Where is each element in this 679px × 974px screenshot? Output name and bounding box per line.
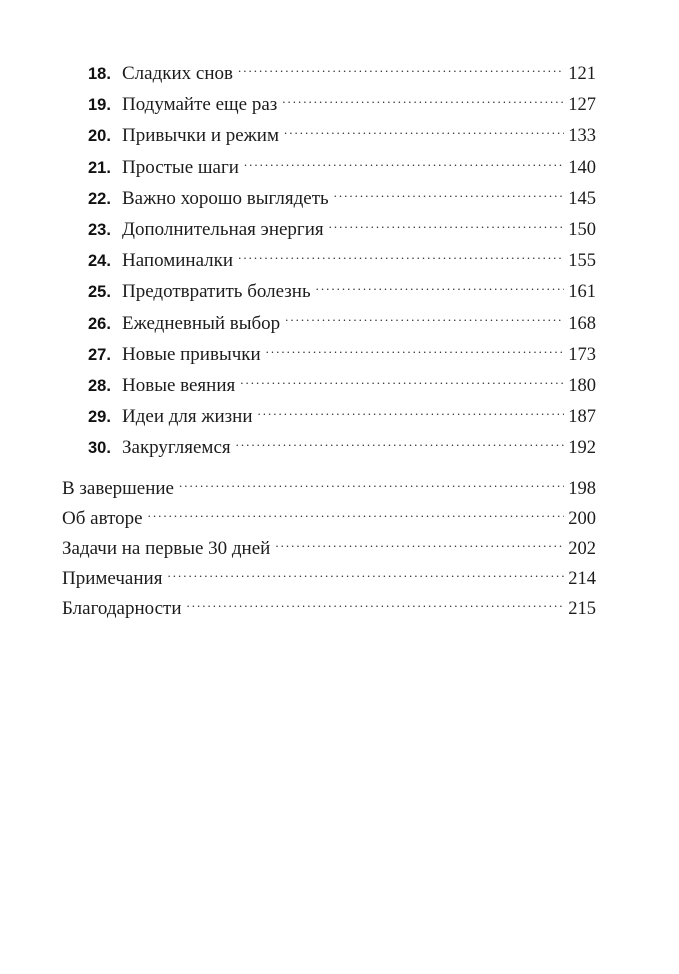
dot-leader	[238, 370, 564, 401]
chapter-number: 29.	[88, 408, 111, 427]
page-number: 180	[568, 375, 596, 396]
chapter-title: Дополнительная энергия	[122, 218, 324, 240]
chapter-title: Важно хорошо выглядеть	[122, 187, 329, 209]
page-number: 173	[568, 344, 596, 365]
chapter-number: 23.	[88, 220, 111, 239]
page-number: 200	[568, 509, 596, 530]
page-number: 145	[568, 188, 596, 209]
page-number: 155	[568, 251, 596, 272]
chapter-number: 30.	[88, 439, 111, 458]
toc-chapter-row	[62, 245, 596, 276]
dot-leader	[256, 401, 565, 432]
chapter-title: Предотвратить болезнь	[122, 281, 311, 303]
toc-chapter-row	[62, 152, 596, 183]
dot-leader	[332, 183, 565, 214]
dot-leader	[264, 339, 565, 370]
page-number: 215	[568, 599, 596, 620]
chapter-number: 28.	[88, 376, 111, 395]
page-number: 140	[568, 157, 596, 178]
dot-leader	[283, 308, 564, 339]
chapters-list	[62, 58, 596, 463]
dot-leader	[280, 89, 564, 120]
dot-leader	[314, 276, 565, 307]
dot-leader	[236, 58, 564, 89]
toc-section-row	[62, 534, 596, 564]
chapter-number: 24.	[88, 252, 111, 271]
dot-leader	[327, 214, 565, 245]
toc-section-row	[62, 474, 596, 504]
toc-chapter-row	[62, 120, 596, 151]
page-number: 161	[568, 282, 596, 303]
dot-leader	[165, 564, 564, 594]
page-number: 150	[568, 219, 596, 240]
page-number: 192	[568, 438, 596, 459]
toc-section-row	[62, 594, 596, 624]
chapter-number: 18.	[88, 65, 111, 83]
section-title: Об авторе	[62, 508, 143, 530]
chapter-title: Сладких снов	[122, 63, 233, 84]
chapter-number: 20.	[88, 127, 111, 146]
dot-leader	[185, 594, 565, 624]
chapter-number: 27.	[88, 345, 111, 364]
chapter-number: 25.	[88, 283, 111, 302]
chapter-title: Закругляемся	[122, 437, 231, 459]
page-number: 168	[568, 313, 596, 334]
dot-leader	[242, 152, 564, 183]
dot-leader	[282, 120, 564, 151]
page-number: 121	[568, 64, 596, 84]
chapter-number: 22.	[88, 189, 111, 208]
chapter-title: Идеи для жизни	[122, 406, 253, 428]
toc-chapter-row	[62, 370, 596, 401]
dot-leader	[273, 534, 564, 564]
toc-chapter-row	[62, 58, 596, 89]
toc-chapter-row	[62, 89, 596, 120]
page-number: 214	[568, 569, 596, 590]
chapter-title: Простые шаги	[122, 156, 239, 178]
toc-chapter-row	[62, 339, 596, 370]
page-number: 198	[568, 479, 596, 500]
section-title: Задачи на первые 30 дней	[62, 538, 271, 560]
toc-chapter-row	[62, 214, 596, 245]
toc-chapter-row	[62, 183, 596, 214]
section-title: Благодарности	[62, 598, 182, 620]
toc-section-row	[62, 504, 596, 534]
chapter-title: Новые веяния	[122, 374, 236, 396]
page-number: 133	[568, 126, 596, 147]
chapter-title: Подумайте еще раз	[122, 94, 278, 116]
page-number: 187	[568, 407, 596, 428]
toc-chapter-row	[62, 308, 596, 339]
table-of-contents	[62, 58, 596, 624]
chapter-title: Ежедневный выбор	[122, 312, 281, 334]
toc-chapter-row	[62, 401, 596, 432]
section-title: Примечания	[62, 568, 163, 590]
chapter-title: Привычки и режим	[122, 125, 280, 147]
dot-leader	[146, 504, 565, 534]
chapter-number: 21.	[88, 158, 111, 177]
chapter-title: Новые привычки	[122, 343, 261, 365]
dot-leader	[234, 432, 565, 463]
toc-chapter-row	[62, 276, 596, 307]
chapter-number: 26.	[88, 314, 111, 333]
toc-section-row	[62, 564, 596, 594]
toc-chapter-row	[62, 432, 596, 463]
section-title: В завершение	[62, 478, 174, 500]
page-number: 127	[568, 95, 596, 116]
back-matter-list	[62, 474, 596, 624]
dot-leader	[177, 474, 564, 504]
dot-leader	[236, 245, 564, 276]
chapter-number: 19.	[88, 96, 111, 115]
page-number: 202	[568, 539, 596, 560]
chapter-title: Напоминалки	[122, 250, 234, 272]
